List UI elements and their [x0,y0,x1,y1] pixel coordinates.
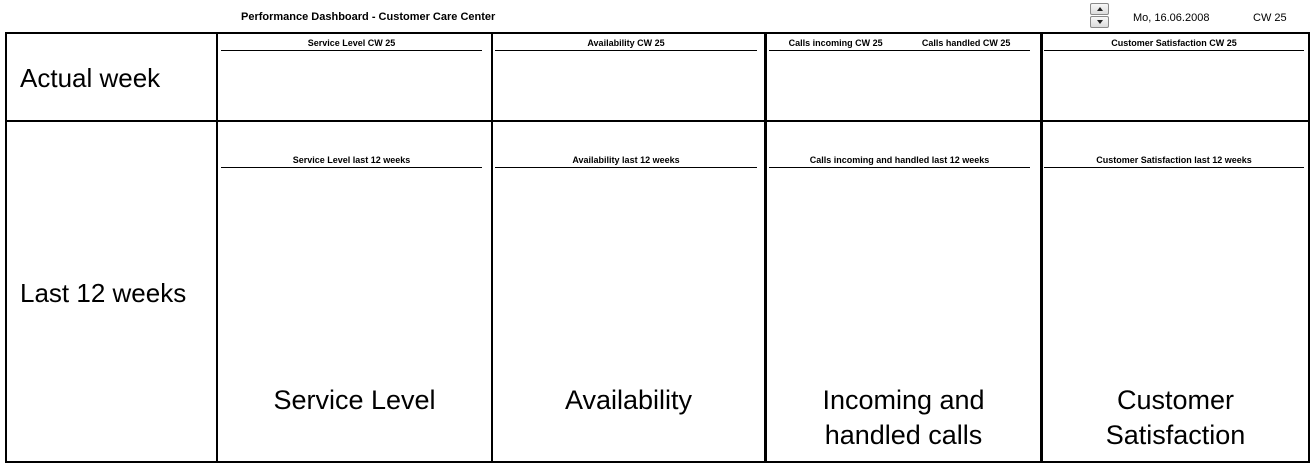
customer-satisfaction-12w-header: Customer Satisfaction last 12 weeks [1044,155,1304,168]
week-spinner[interactable] [1090,3,1109,29]
service-level-placeholder: Service Level [273,385,436,415]
calls-placeholder [767,383,1040,453]
availability-cw-header: Availability CW 25 [495,38,757,51]
calls-handled-cw-label: Calls handled CW 25 [921,38,1011,48]
arrow-down-icon [1097,20,1103,24]
date-display: Mo, 16.06.2008 [1133,12,1210,24]
calls-placeholder-line1: Incoming and [822,385,985,415]
calls-incoming-cw-label: Calls incoming CW 25 [788,38,883,48]
calendar-week-display: CW 25 [1253,12,1287,24]
dashboard-title: Performance Dashboard - Customer Care Center [241,11,496,23]
customer-satisfaction-cw-header: Customer Satisfaction CW 25 [1044,38,1304,51]
calls-placeholder-line2: handled calls [824,420,983,450]
dashboard-grid [5,32,1310,463]
availability-placeholder: Availability [564,385,693,415]
satisfaction-placeholder-line2: Satisfaction [1105,420,1246,450]
satisfaction-placeholder [1043,383,1308,453]
row-label-last-12-weeks: Last 12 weeks [20,278,187,308]
calls-12w-header: Calls incoming and handled last 12 weeks [769,155,1030,168]
week-down-button[interactable] [1090,16,1109,28]
availability-12w-header: Availability last 12 weeks [495,155,757,168]
row-label-actual-week: Actual week [20,63,161,93]
service-level-12w-header: Service Level last 12 weeks [221,155,482,168]
week-up-button[interactable] [1090,3,1109,15]
service-level-cw-header: Service Level CW 25 [221,38,482,51]
row-divider [7,120,1308,122]
satisfaction-placeholder-line1: Customer [1116,385,1235,415]
arrow-up-icon [1097,7,1103,11]
calls-cw-header [769,38,1030,51]
